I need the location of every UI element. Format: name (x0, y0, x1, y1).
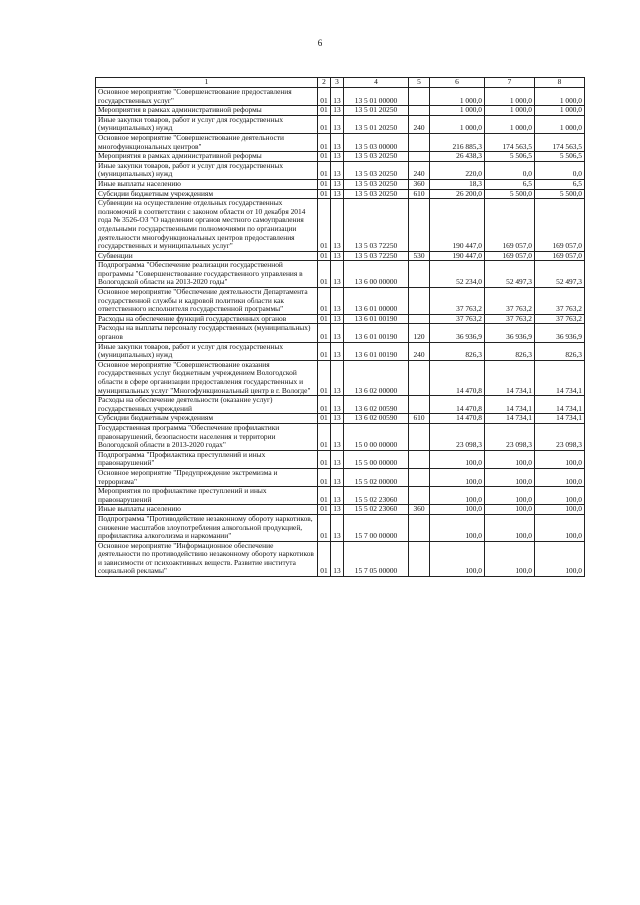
amount-year2-cell: 1 000,0 (485, 88, 535, 106)
amount-year3-cell: 6,5 (535, 179, 585, 189)
amount-year2-cell: 37 763,2 (485, 314, 535, 324)
amount-year3-cell: 174 563,5 (535, 133, 585, 151)
expense-type-cell: 530 (409, 251, 430, 261)
row-name-cell: Субсидии бюджетным учреждениям (96, 414, 318, 424)
section-cell: 01 (318, 514, 331, 541)
subsection-cell: 13 (331, 468, 344, 486)
amount-year1-cell: 37 763,2 (430, 314, 485, 324)
row-name-cell: Подпрограмма "Обеспечение реализации государственной программы "Совершенствование государственного управления в Вологодской области на 2013-2020 годы" (96, 261, 318, 288)
amount-year1-cell: 100,0 (430, 450, 485, 468)
header-cell: 6 (430, 78, 485, 88)
amount-year3-cell: 5 506,5 (535, 152, 585, 162)
section-cell: 01 (318, 360, 331, 395)
table-row (96, 324, 585, 342)
subsection-cell: 13 (331, 423, 344, 450)
amount-year3-cell: 100,0 (535, 505, 585, 515)
amount-year3-cell: 100,0 (535, 468, 585, 486)
amount-year2-cell: 0,0 (485, 161, 535, 179)
table-row (96, 423, 585, 450)
row-name-cell: Иные выплаты населению (96, 179, 318, 189)
expense-type-cell: 240 (409, 161, 430, 179)
subsection-cell: 13 (331, 179, 344, 189)
row-name-cell: Мероприятия в рамках административной реформы (96, 106, 318, 116)
amount-year3-cell: 1 000,0 (535, 88, 585, 106)
header-cell: 4 (344, 78, 409, 88)
section-cell: 01 (318, 505, 331, 515)
header-cell: 7 (485, 78, 535, 88)
page-number: 6 (317, 38, 323, 48)
subsection-cell: 13 (331, 324, 344, 342)
row-name-cell: Мероприятия в рамках административной реформы (96, 152, 318, 162)
expense-type-cell: 360 (409, 505, 430, 515)
target-article-cell: 13 6 01 00190 (344, 342, 409, 360)
row-name-cell: Иные закупки товаров, работ и услуг для государственных (муниципальных) нужд (96, 161, 318, 179)
target-article-cell: 15 5 02 23060 (344, 505, 409, 515)
subsection-cell: 13 (331, 152, 344, 162)
section-cell: 01 (318, 288, 331, 315)
target-article-cell: 13 5 03 20250 (344, 161, 409, 179)
amount-year3-cell: 36 936,9 (535, 324, 585, 342)
row-name-cell: Расходы на обеспечение функций государственных органов (96, 314, 318, 324)
row-name-cell: Субвенции (96, 251, 318, 261)
section-cell: 01 (318, 199, 331, 252)
subsection-cell: 13 (331, 106, 344, 116)
section-cell: 01 (318, 487, 331, 505)
amount-year3-cell: 100,0 (535, 450, 585, 468)
target-article-cell: 15 5 00 00000 (344, 450, 409, 468)
header-cell: 3 (331, 78, 344, 88)
target-article-cell: 13 6 01 00190 (344, 324, 409, 342)
expense-type-cell: 610 (409, 414, 430, 424)
subsection-cell: 13 (331, 505, 344, 515)
expense-type-cell (409, 450, 430, 468)
table-header-row (96, 78, 585, 88)
amount-year1-cell: 14 470,8 (430, 396, 485, 414)
section-cell: 01 (318, 152, 331, 162)
subsection-cell: 13 (331, 288, 344, 315)
expense-type-cell (409, 514, 430, 541)
amount-year1-cell: 220,0 (430, 161, 485, 179)
amount-year1-cell: 1 000,0 (430, 115, 485, 133)
subsection-cell: 13 (331, 189, 344, 199)
amount-year3-cell: 0,0 (535, 161, 585, 179)
target-article-cell: 13 5 03 20250 (344, 152, 409, 162)
table-row (96, 505, 585, 515)
section-cell: 01 (318, 414, 331, 424)
target-article-cell: 13 5 03 20250 (344, 179, 409, 189)
target-article-cell: 15 7 05 00000 (344, 541, 409, 576)
amount-year2-cell: 169 057,0 (485, 251, 535, 261)
amount-year3-cell: 37 763,2 (535, 288, 585, 315)
section-cell: 01 (318, 115, 331, 133)
table-row (96, 115, 585, 133)
target-article-cell: 13 6 00 00000 (344, 261, 409, 288)
row-name-cell: Основное мероприятие "Информационное обеспечение деятельности по противодействию незаконному обороту наркотиков и зависимости от психоактивных веществ. Развитие института социальной рекламы" (96, 541, 318, 576)
amount-year3-cell: 52 497,3 (535, 261, 585, 288)
section-cell: 01 (318, 133, 331, 151)
amount-year2-cell: 174 563,5 (485, 133, 535, 151)
amount-year2-cell: 100,0 (485, 514, 535, 541)
header-cell: 1 (96, 78, 318, 88)
amount-year1-cell: 36 936,9 (430, 324, 485, 342)
table-row (96, 88, 585, 106)
subsection-cell: 13 (331, 88, 344, 106)
expense-type-cell: 360 (409, 179, 430, 189)
header-cell: 5 (409, 78, 430, 88)
amount-year1-cell: 826,3 (430, 342, 485, 360)
section-cell: 01 (318, 342, 331, 360)
amount-year3-cell: 169 057,0 (535, 199, 585, 252)
expense-type-cell (409, 314, 430, 324)
row-name-cell: Основное мероприятие "Совершенствование оказания государственных услуг бюджетным учреждением Вологодской области в сфере организации предоставления государственных и муниципальных услуг "Многофункциональный центр в г. Вологде" (96, 360, 318, 395)
table-row (96, 450, 585, 468)
row-name-cell: Иные закупки товаров, работ и услуг для государственных (муниципальных) нужд (96, 115, 318, 133)
subsection-cell: 13 (331, 414, 344, 424)
table-row (96, 541, 585, 576)
amount-year2-cell: 37 763,2 (485, 288, 535, 315)
table-row (96, 179, 585, 189)
amount-year2-cell: 1 000,0 (485, 115, 535, 133)
amount-year3-cell: 14 734,1 (535, 360, 585, 395)
target-article-cell: 15 5 02 00000 (344, 468, 409, 486)
expense-type-cell (409, 487, 430, 505)
amount-year3-cell: 1 000,0 (535, 106, 585, 116)
subsection-cell: 13 (331, 514, 344, 541)
subsection-cell: 13 (331, 261, 344, 288)
amount-year3-cell: 37 763,2 (535, 314, 585, 324)
expense-type-cell (409, 396, 430, 414)
expense-type-cell: 610 (409, 189, 430, 199)
section-cell: 01 (318, 189, 331, 199)
amount-year3-cell: 169 057,0 (535, 251, 585, 261)
row-name-cell: Иные закупки товаров, работ и услуг для государственных (муниципальных) нужд (96, 342, 318, 360)
table-row (96, 288, 585, 315)
amount-year2-cell: 100,0 (485, 468, 535, 486)
target-article-cell: 13 6 01 00190 (344, 314, 409, 324)
expense-type-cell: 120 (409, 324, 430, 342)
target-article-cell: 13 6 01 00000 (344, 288, 409, 315)
amount-year1-cell: 52 234,0 (430, 261, 485, 288)
amount-year1-cell: 37 763,2 (430, 288, 485, 315)
section-cell: 01 (318, 261, 331, 288)
expense-type-cell (409, 541, 430, 576)
row-name-cell: Субвенции на осуществление отдельных государственных полномочий в соответствии с законом области от 10 декабря 2014 года № 3526-ОЗ "О наделении органов местного самоуправления отдельными государственными полномочиями по организации деятельности многофункциональных центров предоставления государственных и муниципальных услуг" (96, 199, 318, 252)
row-name-cell: Подпрограмма "Профилактика преступлений и иных правонарушений" (96, 450, 318, 468)
table-row (96, 161, 585, 179)
amount-year1-cell: 100,0 (430, 468, 485, 486)
expense-type-cell (409, 423, 430, 450)
budget-table (95, 77, 585, 577)
subsection-cell: 13 (331, 133, 344, 151)
row-name-cell: Основное мероприятие "Предупреждение экстремизма и терроризма" (96, 468, 318, 486)
subsection-cell: 13 (331, 487, 344, 505)
row-name-cell: Подпрограмма "Противодействие незаконному обороту наркотиков, снижение масштабов злоупотребления алкогольной продукцией, профилактика алкоголизма и наркомании" (96, 514, 318, 541)
subsection-cell: 13 (331, 396, 344, 414)
section-cell: 01 (318, 88, 331, 106)
row-name-cell: Основное мероприятие "Совершенствование предоставления государственных услуг" (96, 88, 318, 106)
table-row (96, 487, 585, 505)
amount-year2-cell: 23 098,3 (485, 423, 535, 450)
amount-year3-cell: 1 000,0 (535, 115, 585, 133)
expense-type-cell (409, 106, 430, 116)
amount-year1-cell: 18,3 (430, 179, 485, 189)
target-article-cell: 15 5 02 23060 (344, 487, 409, 505)
table-row (96, 152, 585, 162)
row-name-cell: Основное мероприятие "Совершенствование деятельности многофункциональных центров" (96, 133, 318, 151)
amount-year3-cell: 5 500,0 (535, 189, 585, 199)
amount-year1-cell: 190 447,0 (430, 251, 485, 261)
amount-year1-cell: 26 200,0 (430, 189, 485, 199)
amount-year1-cell: 100,0 (430, 541, 485, 576)
row-name-cell: Расходы на обеспечение деятельности (оказание услуг) государственных учреждений (96, 396, 318, 414)
amount-year2-cell: 1 000,0 (485, 106, 535, 116)
subsection-cell: 13 (331, 360, 344, 395)
expense-type-cell (409, 152, 430, 162)
amount-year1-cell: 100,0 (430, 505, 485, 515)
amount-year2-cell: 14 734,1 (485, 396, 535, 414)
amount-year1-cell: 23 098,3 (430, 423, 485, 450)
target-article-cell: 13 6 02 00590 (344, 396, 409, 414)
subsection-cell: 13 (331, 115, 344, 133)
amount-year1-cell: 14 470,8 (430, 414, 485, 424)
amount-year2-cell: 6,5 (485, 179, 535, 189)
target-article-cell: 15 0 00 00000 (344, 423, 409, 450)
subsection-cell: 13 (331, 199, 344, 252)
expense-type-cell: 240 (409, 115, 430, 133)
row-name-cell: Расходы на выплаты персоналу государственных (муниципальных) органов (96, 324, 318, 342)
expense-type-cell (409, 133, 430, 151)
table-row (96, 468, 585, 486)
table-row (96, 261, 585, 288)
amount-year2-cell: 169 057,0 (485, 199, 535, 252)
amount-year1-cell: 190 447,0 (430, 199, 485, 252)
amount-year2-cell: 826,3 (485, 342, 535, 360)
amount-year3-cell: 826,3 (535, 342, 585, 360)
section-cell: 01 (318, 106, 331, 116)
amount-year3-cell: 100,0 (535, 514, 585, 541)
amount-year2-cell: 100,0 (485, 487, 535, 505)
amount-year2-cell: 14 734,1 (485, 360, 535, 395)
table-row (96, 514, 585, 541)
expense-type-cell (409, 88, 430, 106)
amount-year3-cell: 14 734,1 (535, 414, 585, 424)
section-cell: 01 (318, 161, 331, 179)
section-cell: 01 (318, 314, 331, 324)
amount-year1-cell: 100,0 (430, 487, 485, 505)
amount-year3-cell: 23 098,3 (535, 423, 585, 450)
amount-year1-cell: 216 885,3 (430, 133, 485, 151)
target-article-cell: 13 5 01 00000 (344, 88, 409, 106)
table-row (96, 199, 585, 252)
target-article-cell: 13 6 02 00590 (344, 414, 409, 424)
row-name-cell: Основное мероприятие "Обеспечение деятельности Департамента государственной службы и кадровой политики области как ответственного исполнителя государственной программы" (96, 288, 318, 315)
target-article-cell: 13 5 01 20250 (344, 106, 409, 116)
amount-year3-cell: 100,0 (535, 487, 585, 505)
row-name-cell: Иные выплаты населению (96, 505, 318, 515)
amount-year1-cell: 1 000,0 (430, 88, 485, 106)
row-name-cell: Субсидии бюджетным учреждениям (96, 189, 318, 199)
target-article-cell: 15 7 00 00000 (344, 514, 409, 541)
target-article-cell: 13 5 03 20250 (344, 189, 409, 199)
section-cell: 01 (318, 423, 331, 450)
expense-type-cell (409, 360, 430, 395)
amount-year2-cell: 36 936,9 (485, 324, 535, 342)
expense-type-cell (409, 468, 430, 486)
amount-year2-cell: 100,0 (485, 450, 535, 468)
amount-year1-cell: 1 000,0 (430, 106, 485, 116)
subsection-cell: 13 (331, 251, 344, 261)
expense-type-cell (409, 288, 430, 315)
subsection-cell: 13 (331, 450, 344, 468)
amount-year1-cell: 14 470,8 (430, 360, 485, 395)
header-cell: 2 (318, 78, 331, 88)
amount-year3-cell: 100,0 (535, 541, 585, 576)
section-cell: 01 (318, 179, 331, 189)
section-cell: 01 (318, 450, 331, 468)
target-article-cell: 13 6 02 00000 (344, 360, 409, 395)
subsection-cell: 13 (331, 161, 344, 179)
amount-year2-cell: 5 506,5 (485, 152, 535, 162)
section-cell: 01 (318, 324, 331, 342)
amount-year3-cell: 14 734,1 (535, 396, 585, 414)
amount-year2-cell: 14 734,1 (485, 414, 535, 424)
table-row (96, 396, 585, 414)
target-article-cell: 13 5 03 72250 (344, 251, 409, 261)
amount-year1-cell: 26 438,3 (430, 152, 485, 162)
amount-year1-cell: 100,0 (430, 514, 485, 541)
header-cell: 8 (535, 78, 585, 88)
target-article-cell: 13 5 01 20250 (344, 115, 409, 133)
subsection-cell: 13 (331, 342, 344, 360)
section-cell: 01 (318, 251, 331, 261)
target-article-cell: 13 5 03 00000 (344, 133, 409, 151)
expense-type-cell (409, 199, 430, 252)
table-row (96, 342, 585, 360)
table-row (96, 133, 585, 151)
subsection-cell: 13 (331, 314, 344, 324)
subsection-cell: 13 (331, 541, 344, 576)
row-name-cell: Государственная программа "Обеспечение профилактики правонарушений, безопасности населения и территории Вологодской области в 2013-2020 годах" (96, 423, 318, 450)
table-row (96, 360, 585, 395)
amount-year2-cell: 100,0 (485, 505, 535, 515)
section-cell: 01 (318, 396, 331, 414)
section-cell: 01 (318, 468, 331, 486)
table-row (96, 106, 585, 116)
expense-type-cell (409, 261, 430, 288)
target-article-cell: 13 5 03 72250 (344, 199, 409, 252)
amount-year2-cell: 5 500,0 (485, 189, 535, 199)
expense-type-cell: 240 (409, 342, 430, 360)
section-cell: 01 (318, 541, 331, 576)
row-name-cell: Мероприятия по профилактике преступлений и иных правонарушений (96, 487, 318, 505)
amount-year2-cell: 52 497,3 (485, 261, 535, 288)
amount-year2-cell: 100,0 (485, 541, 535, 576)
